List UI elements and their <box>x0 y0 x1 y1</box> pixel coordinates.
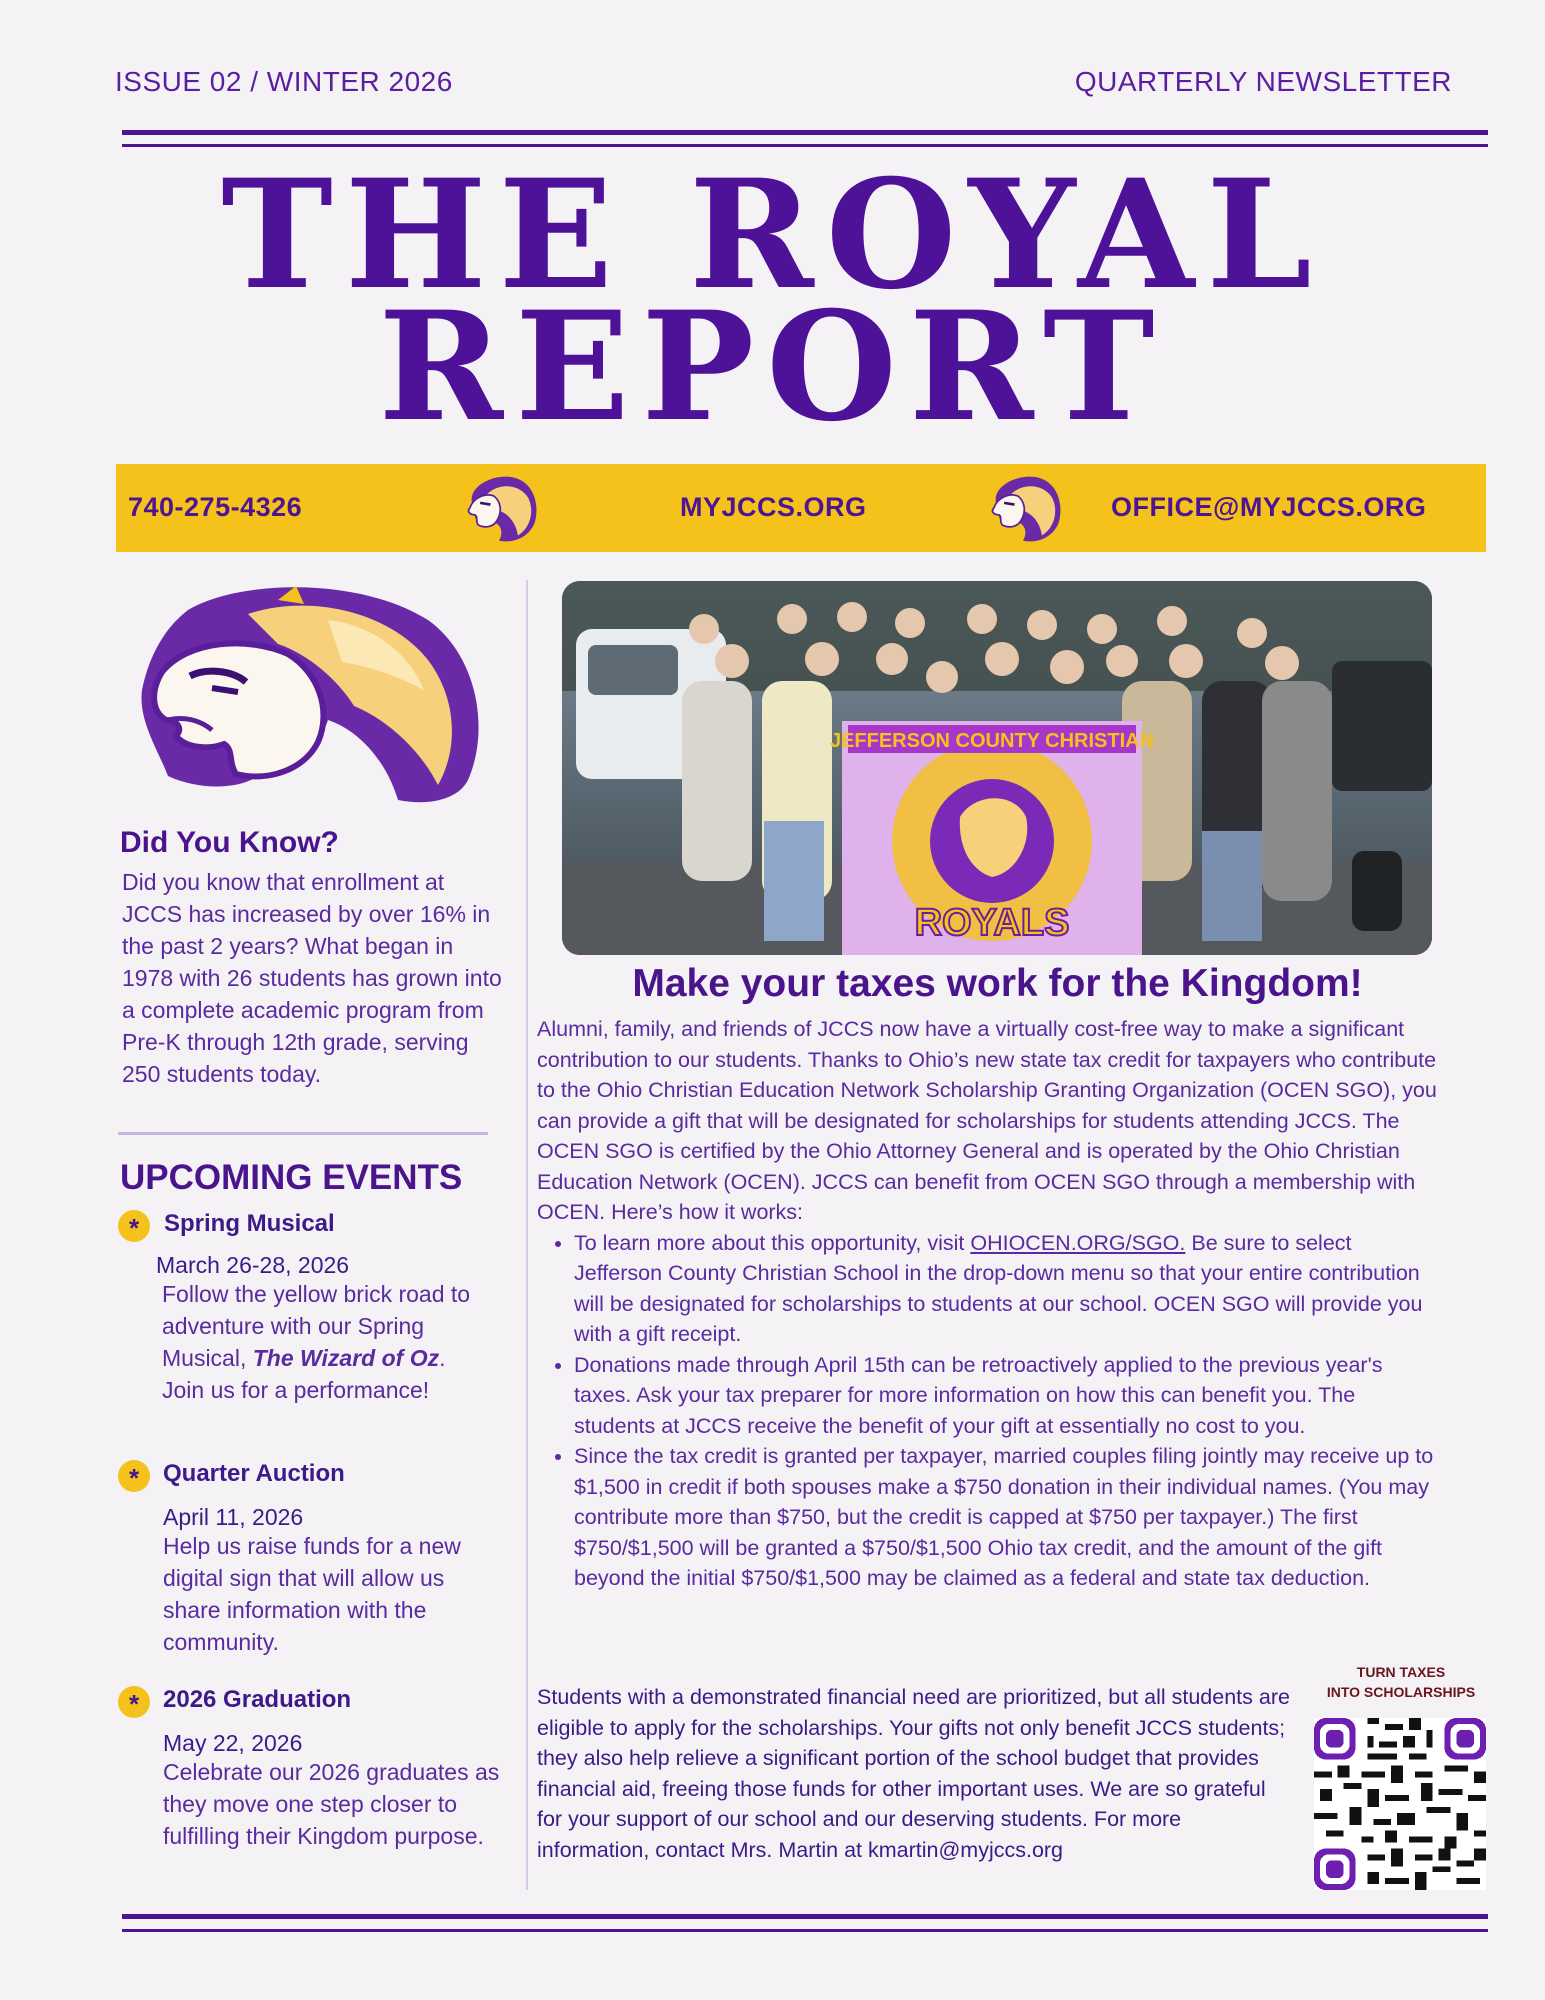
event-description: Celebrate our 2026 graduates as they move one step closer to fulfilling their Kingdom purpose. <box>163 1759 500 1849</box>
event-title: Spring Musical <box>164 1210 335 1237</box>
qr-label <box>1316 1662 1486 1702</box>
asterisk-star-icon: * <box>118 1686 150 1718</box>
event-title: 2026 Graduation <box>163 1686 352 1713</box>
did-you-know-text: Did you know that enrollment at JCCS has increased by over 16% in the past 2 years? What began in 1978 with 26 students has grown into a complete academic program from Pre-K through 12th grade, serving 250 students today. <box>122 869 502 1087</box>
group-photo-illustration <box>562 581 1432 955</box>
article-headline: Make your taxes work for the Kingdom! <box>632 962 1363 1005</box>
footer-rule-2 <box>122 1929 1488 1932</box>
sidebar-separator <box>118 1132 488 1135</box>
article-bullet: • Since the tax credit is granted per taxpayer, married couples filing jointly may receive up to $1,500 in credit if both spouses make a $750 donation in their individual names. (You may contribute more than $750, but the credit is capped at $750 per taxpayer.) The first $750/$1,500 will be granted a $750/$1,500 Ohio tax credit, and the amount of the gift beyond the initial $750/$1,500 may be claimed as a federal and state tax deduction. <box>574 1441 1442 1594</box>
article-body <box>537 1014 1442 1594</box>
event-description: Help us raise funds for a new digital sign that will allow us share information with the community. <box>163 1533 461 1655</box>
lion-mascot-icon <box>980 472 1066 544</box>
article-bullet: • Donations made through April 15th can be retroactively applied to the previous year's taxes. Ask your tax preparer for more information on how this can benefit you. The students at JCCS receive the benefit of your gift at essentially no cost to you. <box>574 1350 1442 1442</box>
bullet-text: To learn more about this opportunity, visit <box>574 1230 971 1255</box>
contact-bar <box>116 464 1486 552</box>
banner-top-text: JEFFERSON COUNTY CHRISTIAN <box>829 730 1155 752</box>
ohiocen-sgo-link[interactable]: OHIOCEN.ORG/SGO. <box>970 1230 1186 1255</box>
article-intro: Alumni, family, and friends of JCCS now have a virtually cost-free way to make a significant contribution to our students. Thanks to Ohio’s new state tax credit for taxpayers who contribute to the Ohio Christian Education Network Scholarship Granting Organization (OCEN SGO), you can provide a gift that will be designated for scholarships for students attending JCCS. The OCEN SGO is certified by the Ohio Attorney General and is operated by the Ohio Christian Education Network (OCEN). JCCS can benefit from OCEN SGO through a membership with OCEN. Here’s how it works: <box>537 1017 1437 1224</box>
lion-mascot-icon <box>456 472 542 544</box>
event-description-text-end: . Join us for a performance! <box>162 1345 446 1403</box>
group-photo <box>562 581 1432 955</box>
masthead-line-2: REPORT <box>378 279 1167 455</box>
phone-number[interactable]: 740-275-4326 <box>128 492 303 522</box>
upcoming-events-heading: UPCOMING EVENTS <box>120 1158 463 1197</box>
asterisk-star-icon: * <box>118 1460 150 1492</box>
masthead-line-1: THE ROYAL <box>221 147 1324 323</box>
footer-rule-1 <box>122 1914 1488 1919</box>
event-date: May 22, 2026 <box>163 1730 303 1756</box>
qr-label-line-1: TURN TAXES <box>1356 1664 1446 1680</box>
event-description-emphasis: The Wizard of Oz <box>252 1345 440 1371</box>
asterisk-star-icon: * <box>118 1210 150 1242</box>
banner-bottom-text: ROYALS <box>914 902 1070 944</box>
event-description <box>162 1278 492 1406</box>
event-description-text: Follow the yellow brick road to adventure with our Spring Musical, <box>162 1281 471 1371</box>
email-link[interactable]: OFFICE@MYJCCS.ORG <box>1111 492 1427 522</box>
article-bullets <box>537 1228 1442 1594</box>
qr-code-icon[interactable] <box>1314 1718 1486 1890</box>
did-you-know-heading: Did You Know? <box>120 826 339 859</box>
qr-label-line-2: INTO SCHOLARSHIPS <box>1326 1684 1476 1700</box>
event-title: Quarter Auction <box>163 1460 345 1487</box>
column-divider <box>526 580 528 1890</box>
bullet-text-end: Be sure to select Jefferson County Christian School in the drop-down menu so that your entire contribution will be designated for scholarships to students at our school. OCEN SGO will provide you with a gift receipt. <box>574 1230 1423 1346</box>
event-date: March 26-28, 2026 <box>156 1252 350 1278</box>
article-bullet <box>574 1228 1442 1350</box>
article-closing: Students with a demonstrated financial need are prioritized, but all students are eligible to apply for the scholarships. Your gifts not only benefit JCCS students; they also help relieve a significant portion of the school budget that provides financial aid, freeing those funds for other important uses. We are so grateful for your support of our school and our deserving students. For more information, contact Mrs. Martin at kmartin@myjccs.org <box>537 1685 1290 1862</box>
top-rule-1 <box>122 130 1488 135</box>
website-link[interactable]: MYJCCS.ORG <box>680 492 867 522</box>
lion-mascot-icon <box>128 580 484 806</box>
newsletter-tagline: QUARTERLY NEWSLETTER <box>1074 66 1452 97</box>
event-date: April 11, 2026 <box>163 1504 304 1530</box>
issue-label: ISSUE 02 / WINTER 2026 <box>115 66 453 97</box>
